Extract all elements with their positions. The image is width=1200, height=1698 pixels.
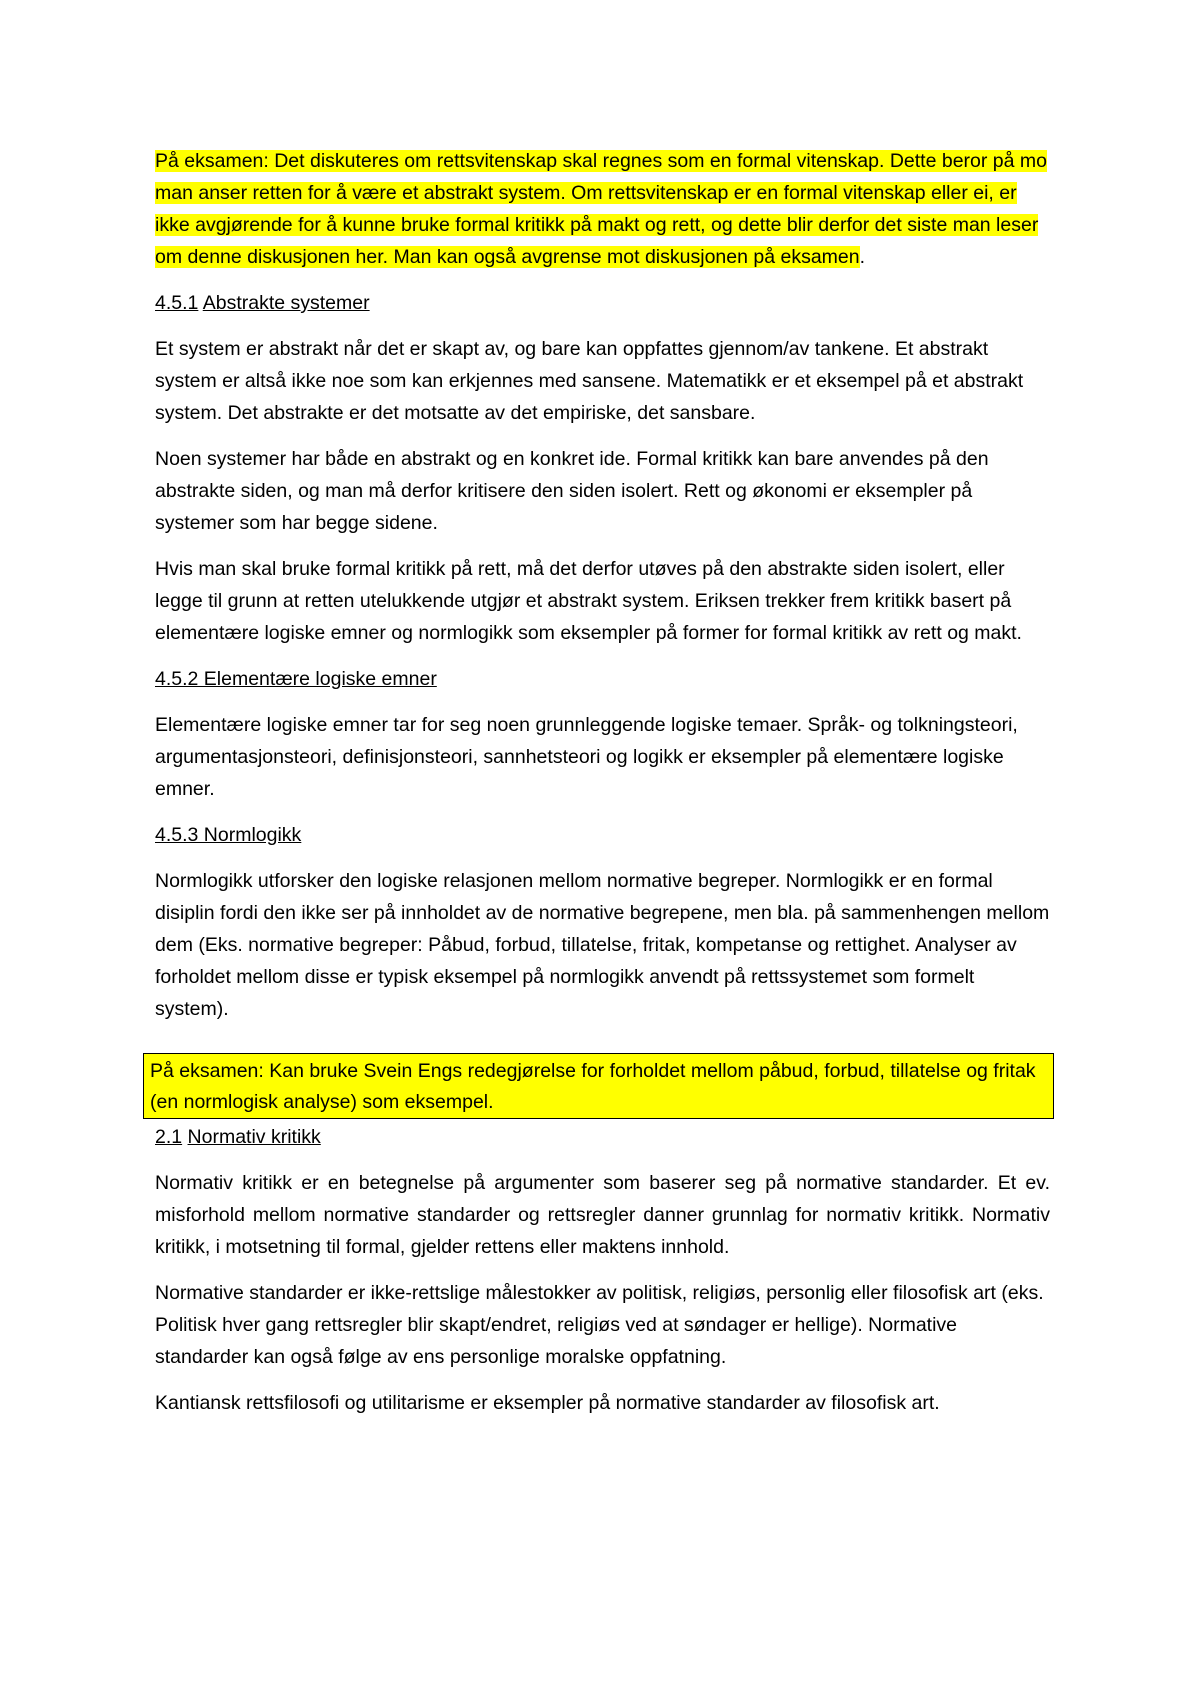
exam-note-intro [155,145,1050,273]
section-number-4-5-1: 4.5.1 [155,292,199,314]
section-heading-4-5-3 [155,819,1050,851]
paragraph-2-1-2: Normative standarder er ikke-rettslige målestokker av politisk, religiøs, personlig eller filosofisk art (eks. Politisk hver gang rettsregler blir skapt/endret, religiøs ved at søndager er hellige). Normative standarder kan også følge av ens personlige moralske oppfatning. [155,1282,1044,1368]
section-title-2-1: Normativ kritikk [187,1126,321,1148]
section-title-4-5-3: 4.5.3 Normlogikk [155,824,302,846]
paragraph-2-1-1: Normativ kritikk er en betegnelse på argumenter som baserer seg på normative standarder. Et ev. misforhold mellom normative standarder og rettsregler danner grunnlag for normativ kritikk. Normativ kritikk, i motsetning til formal, gjelder rettens eller maktens innhold. [155,1172,1050,1258]
paragraph-4-5-1-2: Noen systemer har både en abstrakt og en konkret ide. Formal kritikk kan bare anvendes på den abstrakte siden, og man må derfor kritisere den siden isolert. Rett og økonomi er eksempler på systemer som har begge sidene. [155,448,989,534]
section-title-4-5-1: Abstrakte systemer [202,292,370,314]
exam-note-trailing-period: . [859,246,866,268]
section-heading-2-1 [155,1121,1050,1153]
paragraph-4-5-1-3: Hvis man skal bruke formal kritikk på rett, må det derfor utøves på den abstrakte siden isolert, eller legge til grunn at retten utelukkende utgjør et abstrakt system. Eriksen trekker frem kritikk basert på elementære logiske emner og normlogikk som eksempler på former for formal kritikk av rett og makt. [155,558,1022,644]
section-heading-4-5-1 [155,287,1050,319]
exam-note-highlight: På eksamen: Det diskuteres om rettsvitenskap skal regnes som en formal vitenskap. Dette beror på mo man anser retten for å være et abstrakt system. Om rettsvitenskap er en formal vitenskap eller ei, er ikke avgjørende for å kunne bruke formal kritikk på makt og rett, og dette blir derfor det siste man leser om denne diskusjonen her. Man kan også avgrense mot diskusjonen på eksamen [155,150,1047,268]
paragraph-4-5-3-1: Normlogikk utforsker den logiske relasjonen mellom normative begreper. Normlogikk er en formal disiplin fordi den ikke ser på innholdet av de normative begrepene, men bla. på sammenhengen mellom dem (Eks. normative begreper: Påbud, forbud, tillatelse, fritak, kompetanse og rettighet. Analyser av forholdet mellom disse er typisk eksempel på normlogikk anvendt på rettssystemet som formelt system). [155,870,1050,1020]
paragraph-4-5-1-1: Et system er abstrakt når det er skapt av, og bare kan oppfattes gjennom/av tankene. Et abstrakt system er altså ikke noe som kan erkjennes med sansene. Matematikk er et eksempel på et abstrakt system. Det abstrakte er det motsatte av det empiriske, det sansbare. [155,338,1024,424]
section-number-2-1: 2.1 [155,1126,183,1148]
exam-note-box: På eksamen: Kan bruke Svein Engs redegjørelse for forholdet mellom påbud, forbud, tillatelse og fritak (en normlogisk analyse) som eksempel. [143,1053,1054,1119]
section-heading-4-5-2 [155,663,1050,695]
section-title-4-5-2: 4.5.2 Elementære logiske emner [155,668,437,690]
paragraph-2-1-3: Kantiansk rettsfilosofi og utilitarisme er eksempler på normative standarder av filosofisk art. [155,1392,940,1414]
paragraph-4-5-2-1: Elementære logiske emner tar for seg noen grunnleggende logiske temaer. Språk- og tolkningsteori, argumentasjonsteori, definisjonsteori, sannhetsteori og logikk er eksempler på elementære logiske emner. [155,714,1018,800]
